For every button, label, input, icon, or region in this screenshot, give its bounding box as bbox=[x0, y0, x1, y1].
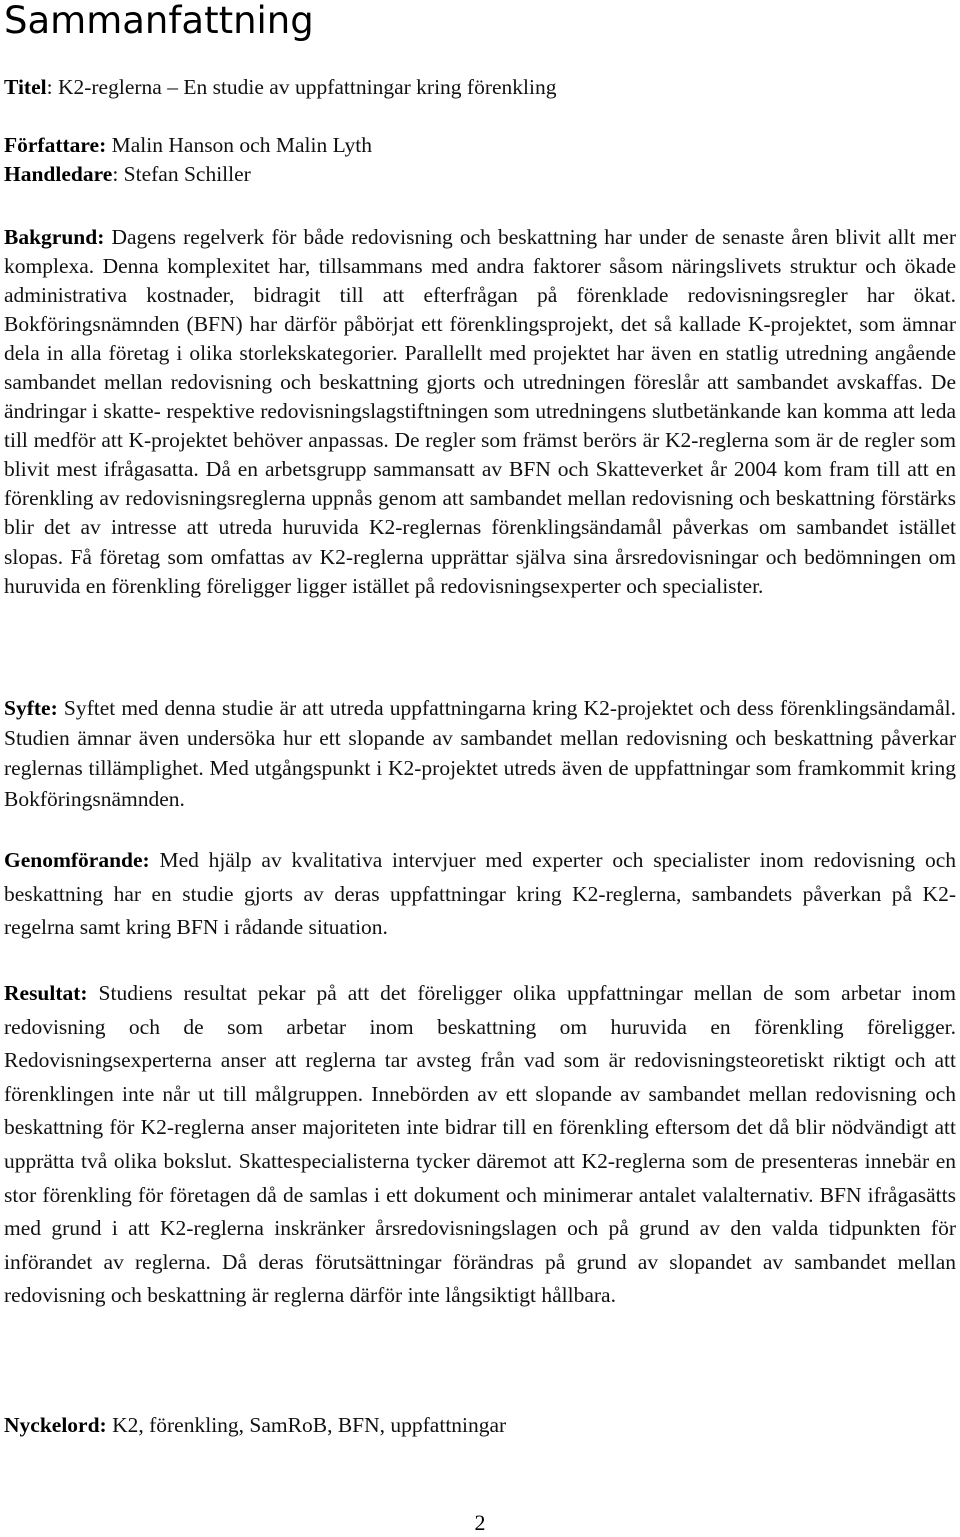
keywords-label: Nyckelord: bbox=[4, 1413, 107, 1437]
purpose-text: Syftet med denna studie är att utreda uppfattningarna kring K2-projektet och dess förenklingsändamål. Studien ämnar även undersöka hur ett slopande av sambandet mellan redovisning och beskattning påverkar reglernas tillämplighet. Med utgångspunkt i K2-projektet utreds även de uppfattningar som framkommit kring Bokföringsnämnden. bbox=[4, 696, 956, 811]
background-paragraph bbox=[4, 223, 956, 601]
title-value: : K2-reglerna – En studie av uppfattningar kring förenkling bbox=[46, 75, 557, 99]
background-label: Bakgrund: bbox=[4, 225, 105, 249]
authors-label: Författare: bbox=[4, 133, 107, 157]
supervisor-line bbox=[4, 160, 251, 189]
supervisor-value: : Stefan Schiller bbox=[112, 162, 251, 186]
page-number: 2 bbox=[474, 1510, 486, 1535]
results-text: Studiens resultat pekar på att det föreligger olika uppfattningar mellan de som arbetar inom redovisning och de som arbetar inom beskattning om huruvida en förenkling föreligger. Redovisningsexperterna anser att reglerna tar avsteg från vad som är redovisningsteoretiskt riktigt och att förenklingen inte når ut till målgruppen. Innebörden av ett slopande av sambandet mellan redovisning och beskattning för K2-reglerna anser majoriteten inte bidrar till en förenkling eftersom det då blir nödvändigt att upprätta två olika bokslut. Skattespecialisterna tycker däremot att K2-reglerna som de presenteras innebär en stor förenkling för företagen då de samlas i ett dokument och minimerar antalet valalternativ. BFN ifrågasätts med grund i att K2-reglerna inskränker årsredovisningslagen och på grund av den valda tidpunkten för införandet av reglerna. Då deras förutsättningar förändras på grund av slopandet av sambandet mellan redovisning och beskattning är reglerna därför inte långsiktigt hållbara. bbox=[4, 981, 956, 1308]
page-title: Sammanfattning bbox=[4, 0, 314, 42]
supervisor-label: Handledare bbox=[4, 162, 113, 186]
title-label: Titel bbox=[4, 75, 47, 99]
authors-value: Malin Hanson och Malin Lyth bbox=[106, 133, 373, 157]
method-text: Med hjälp av kvalitativa intervjuer med experter och specialister inom redovisning och beskattning har en studie gjorts av deras uppfattningar kring K2-reglerna, sambandets påverkan på K2-regelrna samt kring BFN i rådande situation. bbox=[4, 848, 956, 940]
results-paragraph bbox=[4, 977, 956, 1313]
keywords-value: K2, förenkling, SamRoB, BFN, uppfattningar bbox=[106, 1413, 507, 1437]
method-label: Genomförande: bbox=[4, 848, 150, 872]
title-line bbox=[4, 73, 557, 102]
purpose-label: Syfte: bbox=[4, 696, 58, 720]
authors-line bbox=[4, 131, 372, 160]
purpose-paragraph bbox=[4, 693, 956, 814]
keywords-line bbox=[4, 1411, 506, 1440]
method-paragraph bbox=[4, 844, 956, 945]
results-label: Resultat: bbox=[4, 981, 88, 1005]
background-text: Dagens regelverk för både redovisning och beskattning har under de senaste åren blivit allt mer komplexa. Denna komplexitet har, tillsammans med andra faktorer såsom näringslivets struktur och ökade administrativa kostnader, bidragit till att efterfrågan på förenklade redovisningsregler har ökat. Bokföringsnämnden (BFN) har därför påbörjat ett förenklingsprojekt, det så kallade K-projektet, som ämnar dela in alla företag i olika storlekskategorier. Parallellt med projektet har även en statlig utredning angående sambandet mellan redovisning och beskattning gjorts och utredningen föreslår att sambandet avskaffas. De ändringar i skatte- respektive redovisningslagstiftningen som utredningens slutbetänkande kan komma att leda till medför att K-projektet behöver anpassas. De regler som främst berörs är K2-reglerna som är de regler som blivit mest ifrågasatta. Då en arbetsgrupp sammansatt av BFN och Skatteverket år 2004 kom fram till att en förenkling av redovisningsreglerna uppnås genom att sambandet mellan redovisning och beskattning förstärks blir det av intresse att utreda huruvida K2-reglernas förenklingsändamål påverkas om sambandet istället slopas. Få företag som omfattas av K2-reglerna upprättar själva sina årsredovisningar och bedömningen om huruvida en förenkling föreligger ligger istället på redovisningsexperter och specialister. bbox=[4, 225, 956, 598]
